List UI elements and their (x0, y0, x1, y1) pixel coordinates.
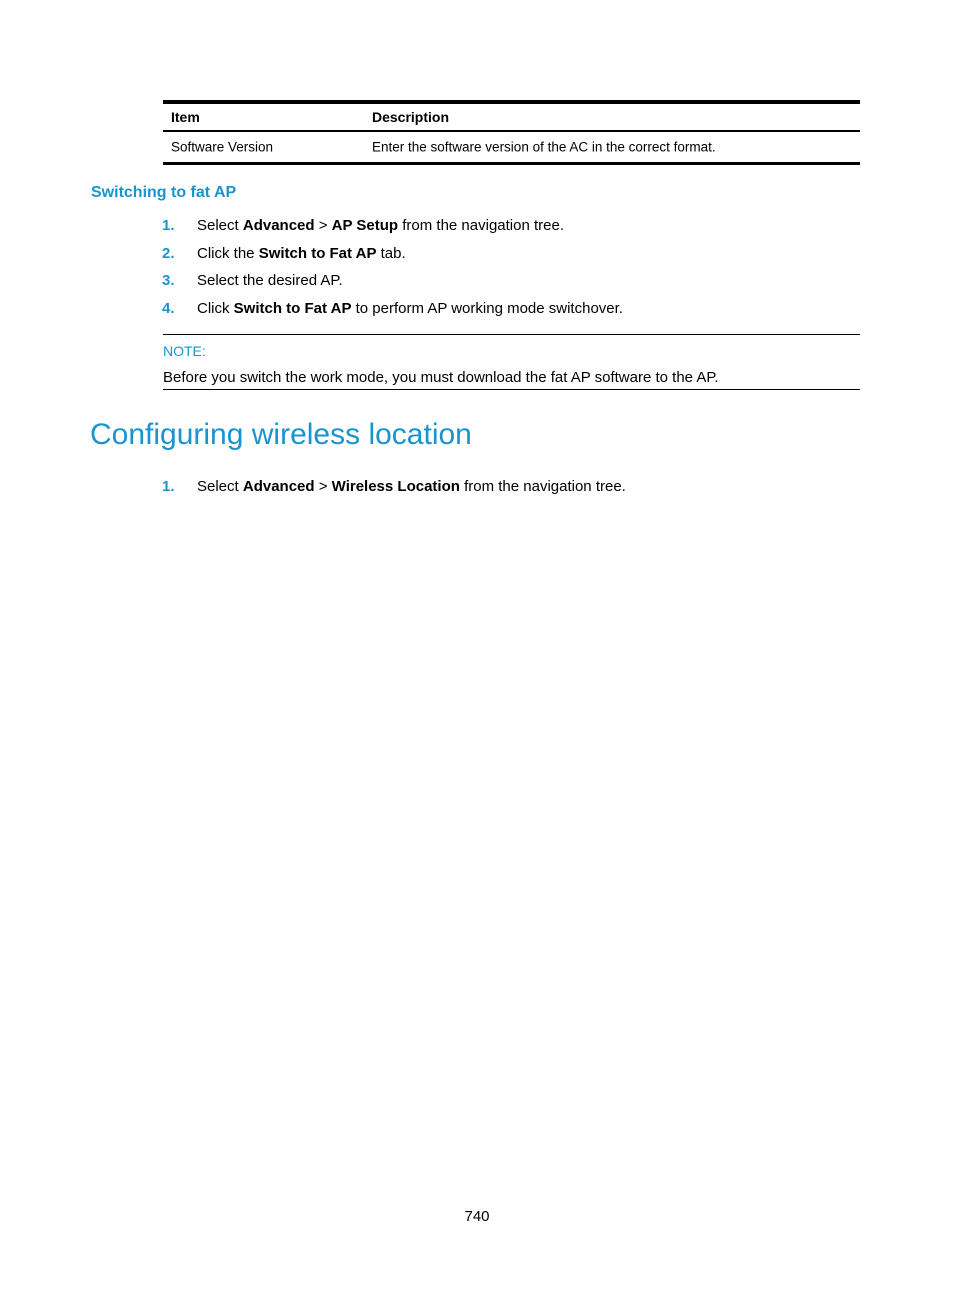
step-text: to perform AP working mode switchover. (351, 300, 623, 317)
step-text: tab. (376, 245, 406, 262)
table-header-description: Description (372, 109, 450, 125)
step-text: from the navigation tree. (459, 478, 626, 495)
step-menu-term: Switch to Fat AP (258, 245, 377, 262)
table-cell-item: Software Version (171, 139, 274, 155)
table-header-item: Item (171, 109, 200, 125)
step-menu-term: Wireless Location (331, 478, 460, 495)
step-separator: > (314, 478, 332, 495)
table-cell-description: Enter the software version of the AC in the correct format. (372, 139, 716, 155)
note-top-rule (163, 334, 860, 335)
step-number: 1. (162, 478, 175, 495)
step-number: 2. (162, 245, 175, 262)
step-menu-term: AP Setup (331, 217, 399, 234)
page-number: 740 (464, 1208, 490, 1225)
location-step-1 (162, 477, 626, 497)
step-text: Select (197, 217, 243, 234)
step-text: Click (197, 300, 234, 317)
step-number: 4. (162, 300, 175, 317)
description-table (163, 100, 860, 165)
step-menu-term: Switch to Fat AP (233, 300, 352, 317)
step-number: 3. (162, 272, 175, 289)
step-1 (162, 216, 564, 236)
step-text: Select the desired AP. (197, 272, 343, 289)
step-3 (162, 271, 343, 291)
note-bottom-rule (163, 389, 860, 390)
step-text: Select (197, 478, 243, 495)
step-2 (162, 244, 406, 264)
step-menu-term: Advanced (242, 478, 315, 495)
chapter-heading: Configuring wireless location (90, 418, 472, 451)
table-row (163, 132, 860, 165)
step-text: Click the (197, 245, 259, 262)
step-separator: > (314, 217, 332, 234)
step-menu-term: Advanced (242, 217, 315, 234)
step-number: 1. (162, 217, 175, 234)
section-heading-switching: Switching to fat AP (91, 184, 237, 201)
table-header-row (163, 104, 860, 132)
note-label: NOTE: (163, 343, 206, 359)
step-4 (162, 299, 623, 319)
note-text: Before you switch the work mode, you must download the fat AP software to the AP. (163, 369, 719, 386)
step-text: from the navigation tree. (398, 217, 565, 234)
